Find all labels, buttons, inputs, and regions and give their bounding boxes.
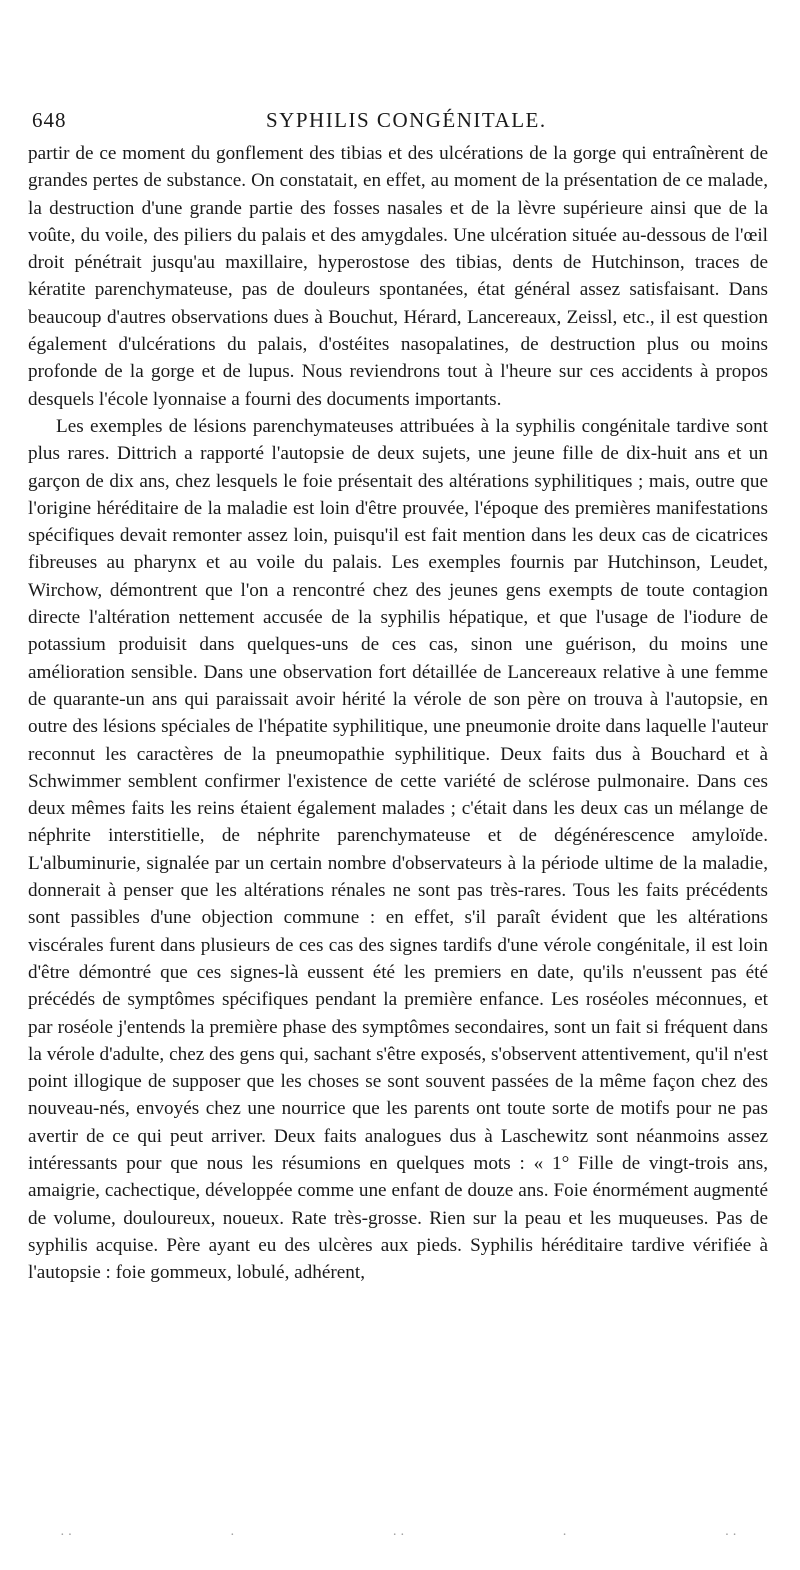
paragraph-congenital-lesions: Les exemples de lésions parenchymateuses attribuées à la syphilis congénitale tardive sont plus rares. Dittrich a rapporté l'autopsie de deux sujets, une jeune fille de dix-huit ans et un garçon de dix ans, chez lesquels le foie présentait des altérations syphilitiques ; mais, outre que l'origine héréditaire de la maladie est loin d'être prouvée, l'époque des premières manifestations spécifiques devait remonter assez loin, puisqu'il est fait mention dans les deux cas de cicatrices fibreuses au pharynx et au voile du palais. Les exemples fournis par Hutchinson, Leudet, Wirchow, démontrent que l'on a rencontré chez des jeunes gens exempts de toute contagion directe l'altération nettement accusée de la syphilis hépatique, et que l'usage de l'iodure de potassium produisit dans quelques-uns de ces cas, sinon une guérison, du moins une amélioration sensible. Dans une observation fort détaillée de Lancereaux relative à une femme de quarante-un ans qui paraissait avoir hérité la vérole de son père on trouva à l'autopsie, en outre des lésions spéciales de l'hépatite syphilitique, une pneumonie droite dans laquelle l'auteur reconnut les caractères de la pneumopathie syphilitique. Deux faits dus à Bouchard et à Schwimmer semblent confirmer l'existence de cette variété de sclérose pulmonaire. Dans ces deux mêmes faits les reins étaient également malades ; c'était dans les deux cas un mélange de néphrite interstitielle, de néphrite parenchymateuse et de dégénérescence amyloïde. L'albuminurie, signalée par un certain nombre d'observateurs à la période ultime de la maladie, donnerait à penser que les altérations rénales ne sont pas très-rares. Tous les faits précédents sont passibles d'une objection commune : en effet, s'il paraît évident que les altérations viscérales furent dans plusieurs de ces cas des signes tardifs d'une vérole congénitale, il est loin d'être démontré que ces signes-là eussent été les premiers en date, qu'ils n'eussent pas été précédés de symptômes spécifiques pendant la première enfance. Les roséoles méconnues, et par roséole j'entends la première phase des symptômes secondaires, sont un fait si fréquent dans la vérole d'adulte, chez des gens qui, sachant s'être exposés, s'observent attentivement, qu'il n'est point illogique de supposer que les choses se sont souvent passées de la même façon chez des nouveau-nés, envoyés chez une nourrice que les parents ont toute sorte de motifs pour ne pas avertir de ce qui peut arriver. Deux faits analogues dus à Laschewitz sont néanmoins assez intéressants pour que nous les résumions en quelques mots : « 1° Fille de vingt-trois ans, amaigrie, cachectique, développée comme une enfant de douze ans. Foie énormément augmenté de volume, douloureux, noueux. Rate très-grosse. Rien sur la peau et les muqueuses. Pas de syphilis acquise. Père ayant eu des ulcères aux pieds. Syphilis héréditaire tardive vérifiée à l'autopsie : foie gommeux, lobulé, adhérent,: [28, 415, 768, 1284]
speck: ·: [562, 1528, 570, 1543]
speck: ··: [724, 1528, 740, 1543]
running-title: SYPHILIS CONGÉNITALE.: [266, 108, 547, 132]
page-number: 648: [32, 108, 67, 132]
page-bottom-specks: [60, 1528, 740, 1544]
speck: ·: [229, 1528, 238, 1543]
running-head: [28, 100, 768, 140]
paragraph-continuation: partir de ce moment du gonflement des tibias et des ulcérations de la gorge qui entraînèrent de grandes pertes de substance. On constatait, en effet, au moment de la présentation de ce malade, la destruction d'une grande partie des fosses nasales et de la lèvre supérieure ainsi que de la voûte, du voile, des piliers du palais et des amygdales. Une ulcération située au-dessous de l'œil droit pénétrait jusqu'au maxillaire, hyperostose des tibias, dents de Hutchinson, traces de kératite parenchymateuse, pas de douleurs spontanées, état général assez satisfaisant. Dans beaucoup d'autres observations dues à Bouchut, Hérard, Lancereaux, Zeissl, etc., il est question également d'ulcérations du palais, d'ostéites nasopalatines, de destruction plus ou moins profonde de la gorge et de lupus. Nous reviendrons tout à l'heure sur ces accidents à propos desquels l'école lyonnaise a fourni des documents importants.: [28, 143, 768, 410]
book-page: [28, 100, 768, 1286]
speck: ··: [392, 1528, 408, 1543]
body-text: [28, 140, 768, 1286]
speck: ··: [60, 1528, 76, 1543]
